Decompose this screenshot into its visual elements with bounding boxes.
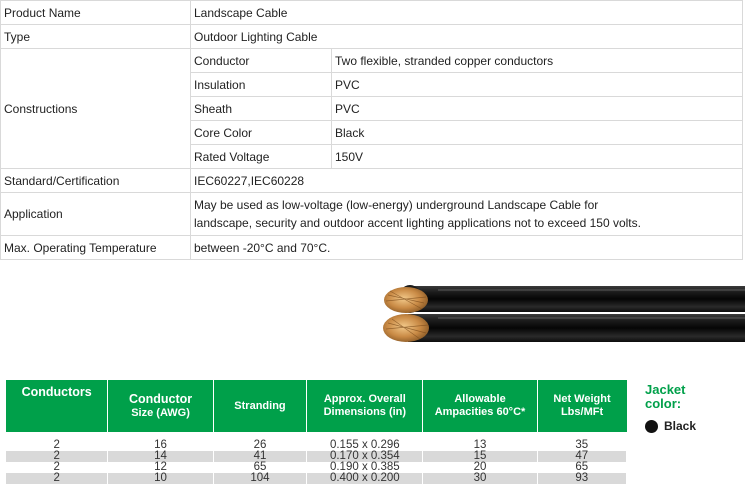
construction-key: Insulation bbox=[191, 73, 332, 97]
spec-value: Landscape Cable bbox=[191, 1, 743, 25]
spec-value: May be used as low-voltage (low-energy) underground Landscape Cable for landscape, security and outdoor accent lighting applications not to exceed 150 volts. bbox=[194, 198, 641, 230]
table-cell: 0.170 x 0.354 bbox=[307, 451, 423, 462]
jacket-color-name: Black bbox=[664, 419, 697, 433]
spec-row-product-name bbox=[1, 1, 743, 25]
color-swatch-icon bbox=[645, 420, 658, 433]
table-cell: 10 bbox=[108, 473, 213, 484]
table-cell: 2 bbox=[6, 440, 108, 451]
spec-label: Standard/Certification bbox=[1, 169, 191, 193]
column-header-text: Allowable bbox=[454, 393, 506, 405]
table-cell: 0.190 x 0.385 bbox=[307, 462, 423, 473]
jacket-color-legend bbox=[645, 383, 715, 433]
construction-value: PVC bbox=[332, 73, 743, 97]
spec-value: between -20°C and 70°C. bbox=[191, 236, 743, 260]
column-header bbox=[307, 380, 423, 432]
table-cell: 0.155 x 0.296 bbox=[307, 440, 423, 451]
spec-value: Outdoor Lighting Cable bbox=[191, 25, 743, 49]
spacer-row bbox=[6, 432, 627, 440]
product-table bbox=[6, 380, 627, 484]
column-header-text: Conductors bbox=[21, 385, 92, 399]
column-header bbox=[423, 380, 537, 432]
construction-value: Two flexible, stranded copper conductors bbox=[332, 49, 743, 73]
table-cell: 12 bbox=[108, 462, 213, 473]
column-header-subtext: Ampacities 60°C* bbox=[434, 406, 526, 418]
column-header-subtext: Lbs/MFt bbox=[560, 406, 604, 418]
product-table-header bbox=[6, 380, 627, 432]
spec-row-temperature bbox=[1, 236, 743, 260]
spec-row-standard bbox=[1, 169, 743, 193]
table-cell: 2 bbox=[6, 462, 108, 473]
column-header bbox=[108, 380, 213, 432]
spec-label: Type bbox=[1, 25, 191, 49]
table-cell: 93 bbox=[537, 473, 626, 484]
table-cell: 14 bbox=[108, 451, 213, 462]
construction-value: PVC bbox=[332, 97, 743, 121]
column-header bbox=[6, 380, 108, 432]
column-header bbox=[213, 380, 306, 432]
construction-value: Black bbox=[332, 121, 743, 145]
table-cell: 20 bbox=[423, 462, 537, 473]
column-header-text: Stranding bbox=[234, 399, 286, 412]
jacket-color-item bbox=[645, 419, 715, 433]
spec-label: Product Name bbox=[1, 1, 191, 25]
construction-key: Rated Voltage bbox=[191, 145, 332, 169]
table-cell: 26 bbox=[213, 440, 306, 451]
table-row bbox=[6, 440, 627, 451]
construction-value: 150V bbox=[332, 145, 743, 169]
spec-row-type bbox=[1, 25, 743, 49]
spec-label: Application bbox=[1, 193, 191, 236]
cable-image bbox=[378, 283, 745, 345]
spec-value: IEC60227,IEC60228 bbox=[191, 169, 743, 193]
table-cell: 13 bbox=[423, 440, 537, 451]
table-cell: 65 bbox=[537, 462, 626, 473]
construction-key: Core Color bbox=[191, 121, 332, 145]
table-cell: 41 bbox=[213, 451, 306, 462]
column-header bbox=[537, 380, 626, 432]
spec-row-application bbox=[1, 193, 743, 236]
table-cell: 15 bbox=[423, 451, 537, 462]
table-cell: 0.400 x 0.200 bbox=[307, 473, 423, 484]
construction-key: Conductor bbox=[191, 49, 332, 73]
table-cell: 65 bbox=[213, 462, 306, 473]
table-cell: 35 bbox=[537, 440, 626, 451]
construction-key: Sheath bbox=[191, 97, 332, 121]
table-cell: 30 bbox=[423, 473, 537, 484]
column-header-text: Conductor bbox=[128, 391, 193, 406]
table-row bbox=[6, 462, 627, 473]
table-cell: 2 bbox=[6, 473, 108, 484]
table-row bbox=[6, 451, 627, 462]
column-header-text: Net Weight bbox=[553, 393, 611, 405]
table-cell: 47 bbox=[537, 451, 626, 462]
column-header-subtext: Dimensions (in) bbox=[323, 406, 407, 418]
spec-row-constructions bbox=[1, 49, 743, 73]
table-cell: 104 bbox=[213, 473, 306, 484]
column-header-subtext: Size (AWG) bbox=[131, 406, 190, 419]
table-cell: 16 bbox=[108, 440, 213, 451]
jacket-color-title: Jacket color: bbox=[645, 382, 686, 411]
table-cell: 2 bbox=[6, 451, 108, 462]
spec-label: Max. Operating Temperature bbox=[1, 236, 191, 260]
table-row bbox=[6, 473, 627, 484]
spec-label: Constructions bbox=[1, 49, 191, 169]
column-header-text: Approx. Overall bbox=[323, 393, 406, 405]
